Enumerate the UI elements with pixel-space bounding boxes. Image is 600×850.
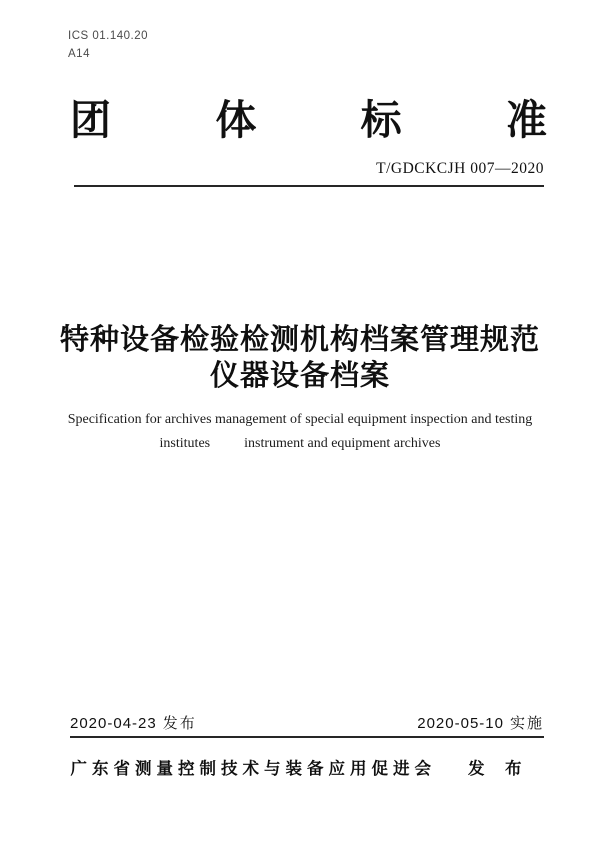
issue-date-group: [70, 712, 197, 733]
main-title-cn-line1: 特种设备检验检测机构档案管理规范: [59, 324, 540, 356]
classification-code: A14: [68, 48, 90, 60]
implement-date: 2020-05-10: [417, 715, 504, 732]
publisher-name: 广东省测量控制技术与装备应用促进会: [70, 760, 436, 778]
implement-date-group: [417, 712, 544, 733]
subtitle-en-line1: Specification for archives management of special equipment inspection and testing: [67, 412, 533, 427]
doc-type-char-4: 准: [505, 97, 547, 143]
footer-divider-line: [70, 736, 544, 738]
publish-action-label: 发 布: [467, 760, 530, 778]
dates-row: [70, 712, 544, 733]
ics-classification-block: [68, 27, 148, 63]
issue-date: 2020-04-23: [70, 715, 157, 732]
subtitle-en: [0, 408, 600, 456]
doc-type-char-3: 标: [360, 97, 402, 143]
doc-type-char-2: 体: [215, 97, 257, 143]
implement-date-label: 实施: [509, 715, 544, 732]
issue-date-label: 发布: [162, 715, 197, 732]
main-title-cn-line2: 仪器设备档案: [209, 360, 390, 392]
subtitle-en-line2: [0, 432, 600, 456]
header-divider-line: [74, 185, 544, 187]
main-title-cn: [0, 322, 600, 394]
subtitle-en-line2-part1: institutes: [159, 436, 211, 451]
doc-type-title: [70, 96, 547, 144]
ics-code: ICS 01.140.20: [68, 30, 149, 42]
doc-type-char-1: 团: [70, 97, 111, 143]
subtitle-en-line2-part2: instrument and equipment archives: [244, 436, 441, 451]
publisher-row: [0, 755, 600, 779]
standard-number: T/GDCKCJH 007—2020: [376, 160, 544, 177]
